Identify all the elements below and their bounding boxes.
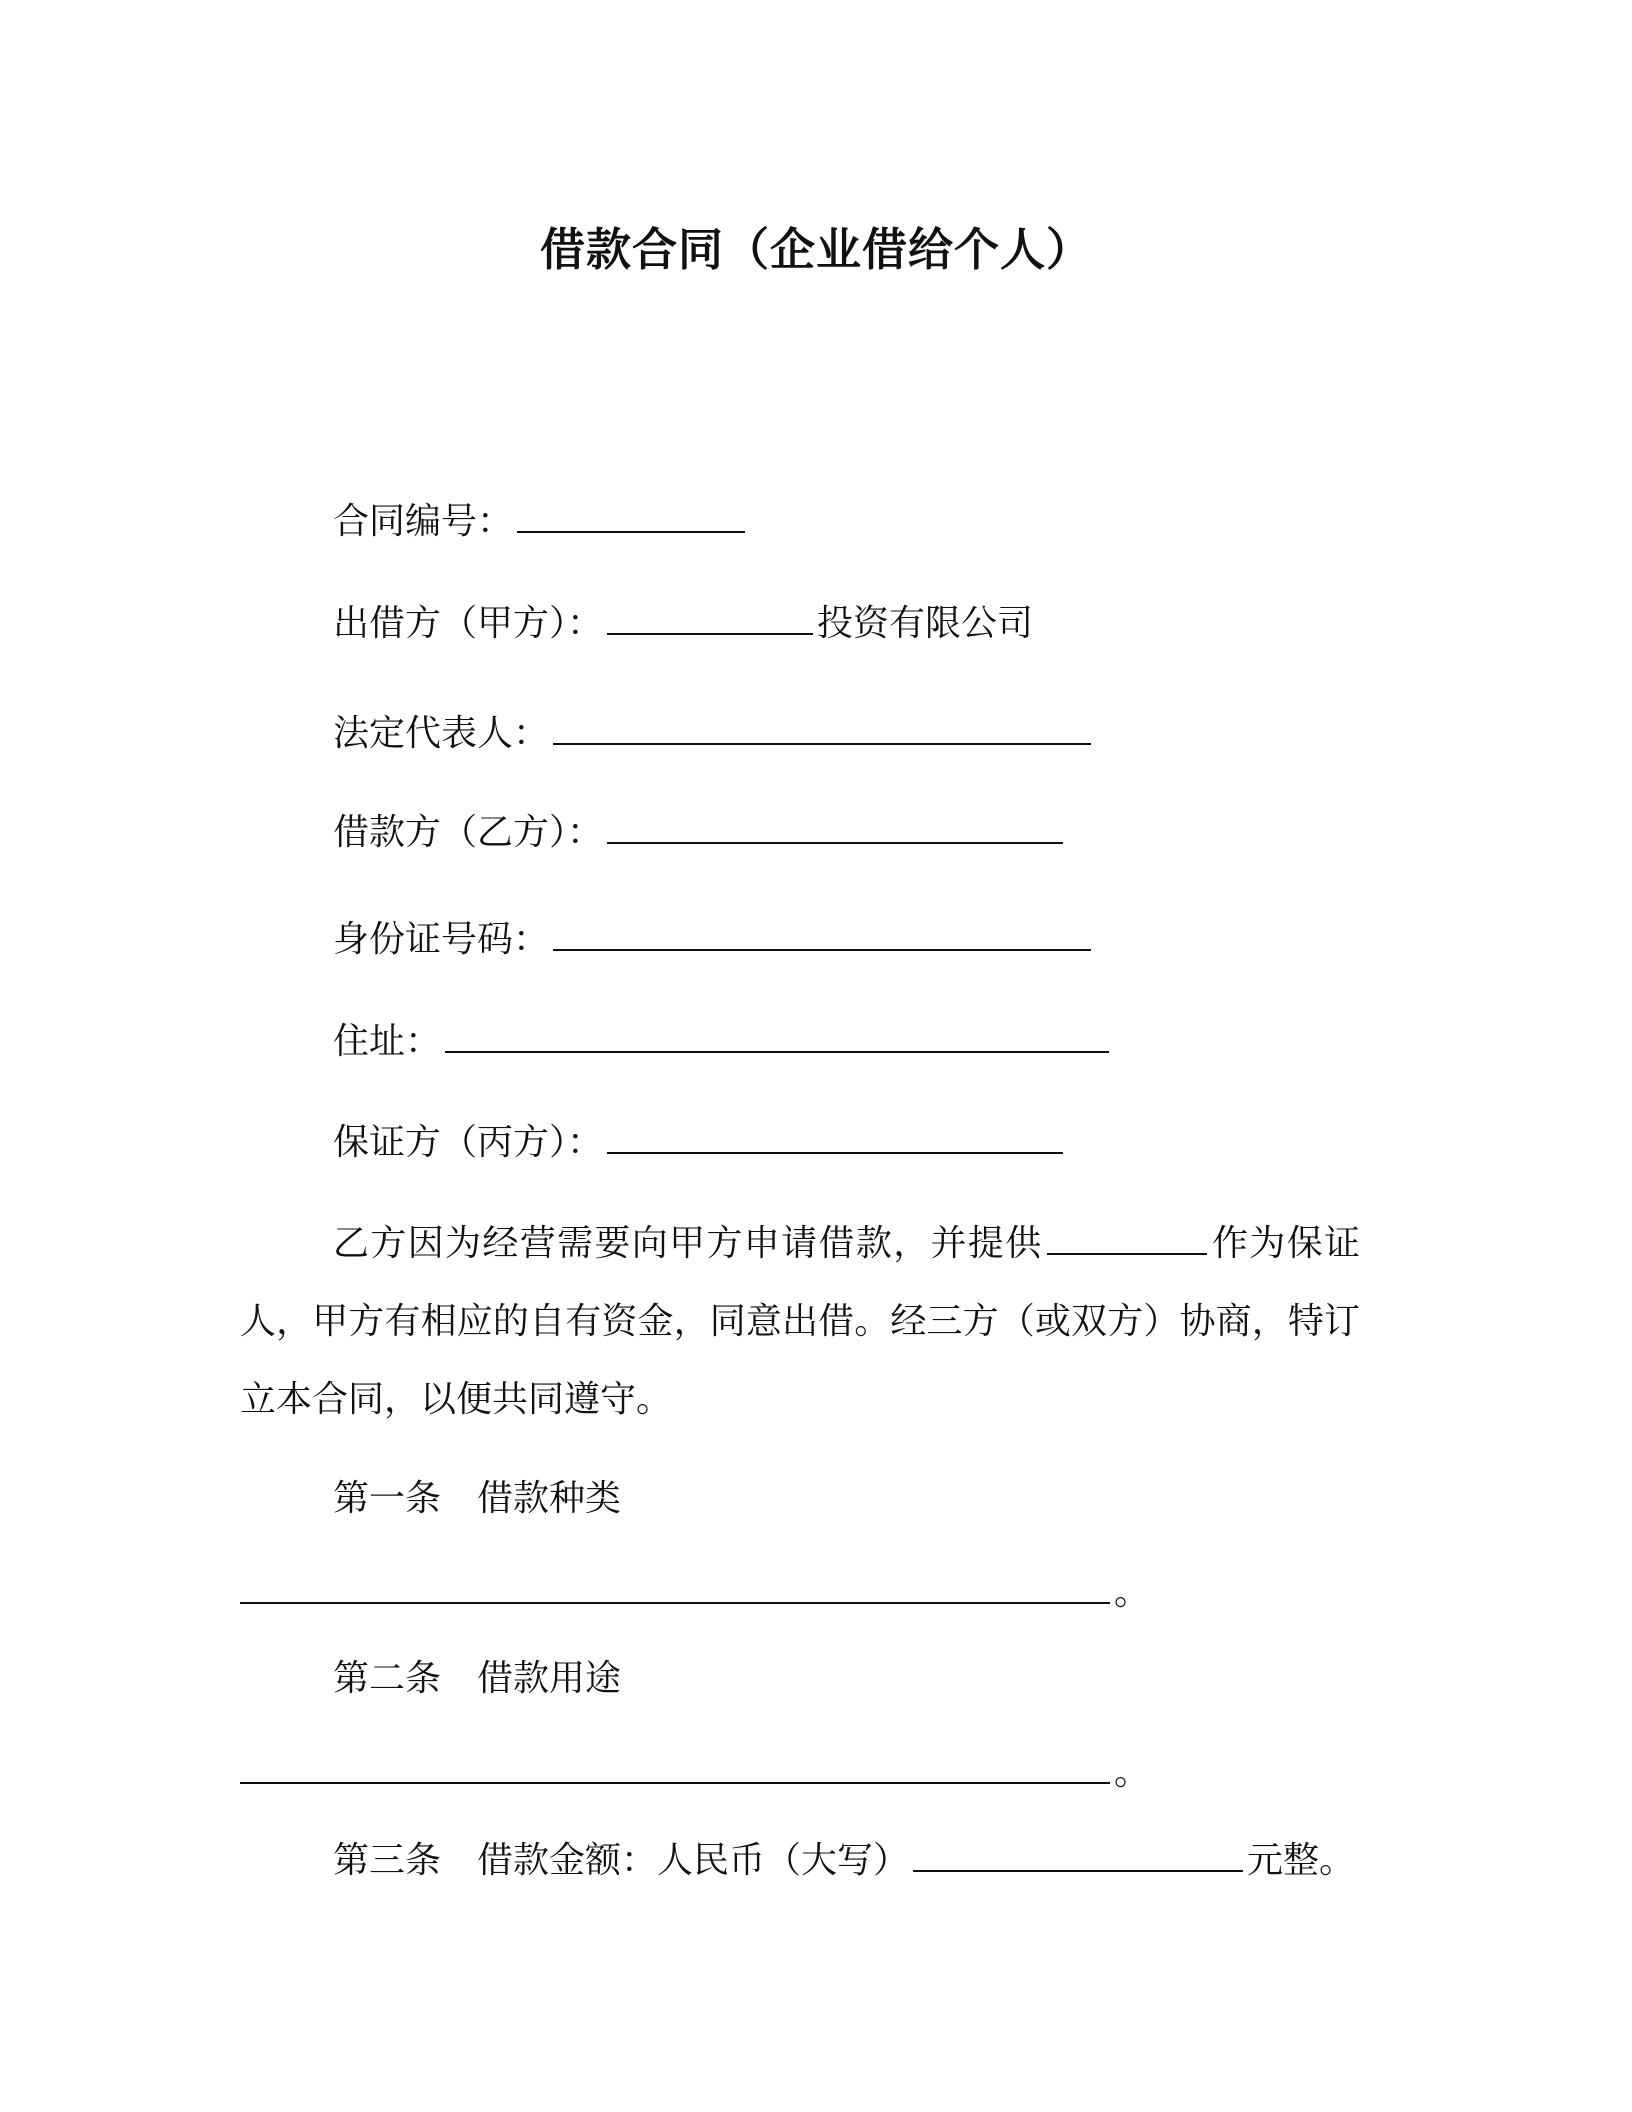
lender-label: 出借方（甲方）： bbox=[333, 603, 604, 644]
legal-representative-label: 法定代表人： bbox=[333, 713, 550, 754]
guarantor-label: 保证方（丙方）： bbox=[333, 1122, 604, 1163]
guarantor-line bbox=[333, 1116, 1067, 1168]
intro-paragraph bbox=[240, 1205, 1360, 1439]
guarantor-blank[interactable] bbox=[607, 1116, 1063, 1154]
article-3-line bbox=[333, 1834, 1355, 1886]
legal-representative-line bbox=[333, 707, 1095, 759]
id-number-line bbox=[333, 913, 1095, 965]
article-1-blank[interactable] bbox=[240, 1566, 1110, 1604]
borrower-label: 借款方（乙方）： bbox=[333, 812, 604, 853]
article-2-blank[interactable] bbox=[240, 1746, 1110, 1784]
article-2-heading: 第二条 借款用途 bbox=[333, 1658, 622, 1699]
lender-name-blank[interactable] bbox=[607, 597, 813, 635]
article-2-period: 。 bbox=[1114, 1752, 1151, 1793]
address-blank[interactable] bbox=[445, 1015, 1109, 1053]
article-2-fill-line bbox=[240, 1746, 1150, 1798]
guarantee-blank[interactable] bbox=[1047, 1217, 1207, 1255]
lender-line bbox=[333, 597, 1033, 649]
document-title: 借款合同（企业借给个人） bbox=[539, 223, 1092, 276]
borrower-blank[interactable] bbox=[607, 806, 1063, 844]
id-number-blank[interactable] bbox=[553, 913, 1091, 951]
loan-amount-blank[interactable] bbox=[913, 1834, 1243, 1872]
address-label: 住址： bbox=[333, 1021, 442, 1062]
legal-representative-blank[interactable] bbox=[553, 707, 1091, 745]
address-line bbox=[333, 1015, 1113, 1067]
article-3-heading: 第三条 借款金额：人民币（大写） bbox=[333, 1840, 910, 1881]
contract-number-label: 合同编号： bbox=[333, 501, 514, 542]
lender-suffix: 投资有限公司 bbox=[817, 603, 1034, 644]
article-1-period: 。 bbox=[1114, 1572, 1151, 1613]
contract-number-blank[interactable] bbox=[517, 495, 745, 533]
article-1-fill-line bbox=[240, 1566, 1150, 1618]
article-1-heading: 第一条 借款种类 bbox=[333, 1478, 622, 1519]
article-3-suffix: 元整。 bbox=[1247, 1840, 1356, 1881]
intro-text-part2: 作为保证人，甲方有相应的自有资金，同意出借。经三方（或双方）协商，特订立本合同，以便共同遵守。 bbox=[240, 1223, 1360, 1420]
borrower-line bbox=[333, 806, 1067, 858]
intro-text-part1: 乙方因为经营需要向甲方申请借款，并提供 bbox=[333, 1223, 1043, 1264]
contract-number-line bbox=[333, 495, 749, 547]
id-number-label: 身份证号码： bbox=[333, 919, 550, 960]
